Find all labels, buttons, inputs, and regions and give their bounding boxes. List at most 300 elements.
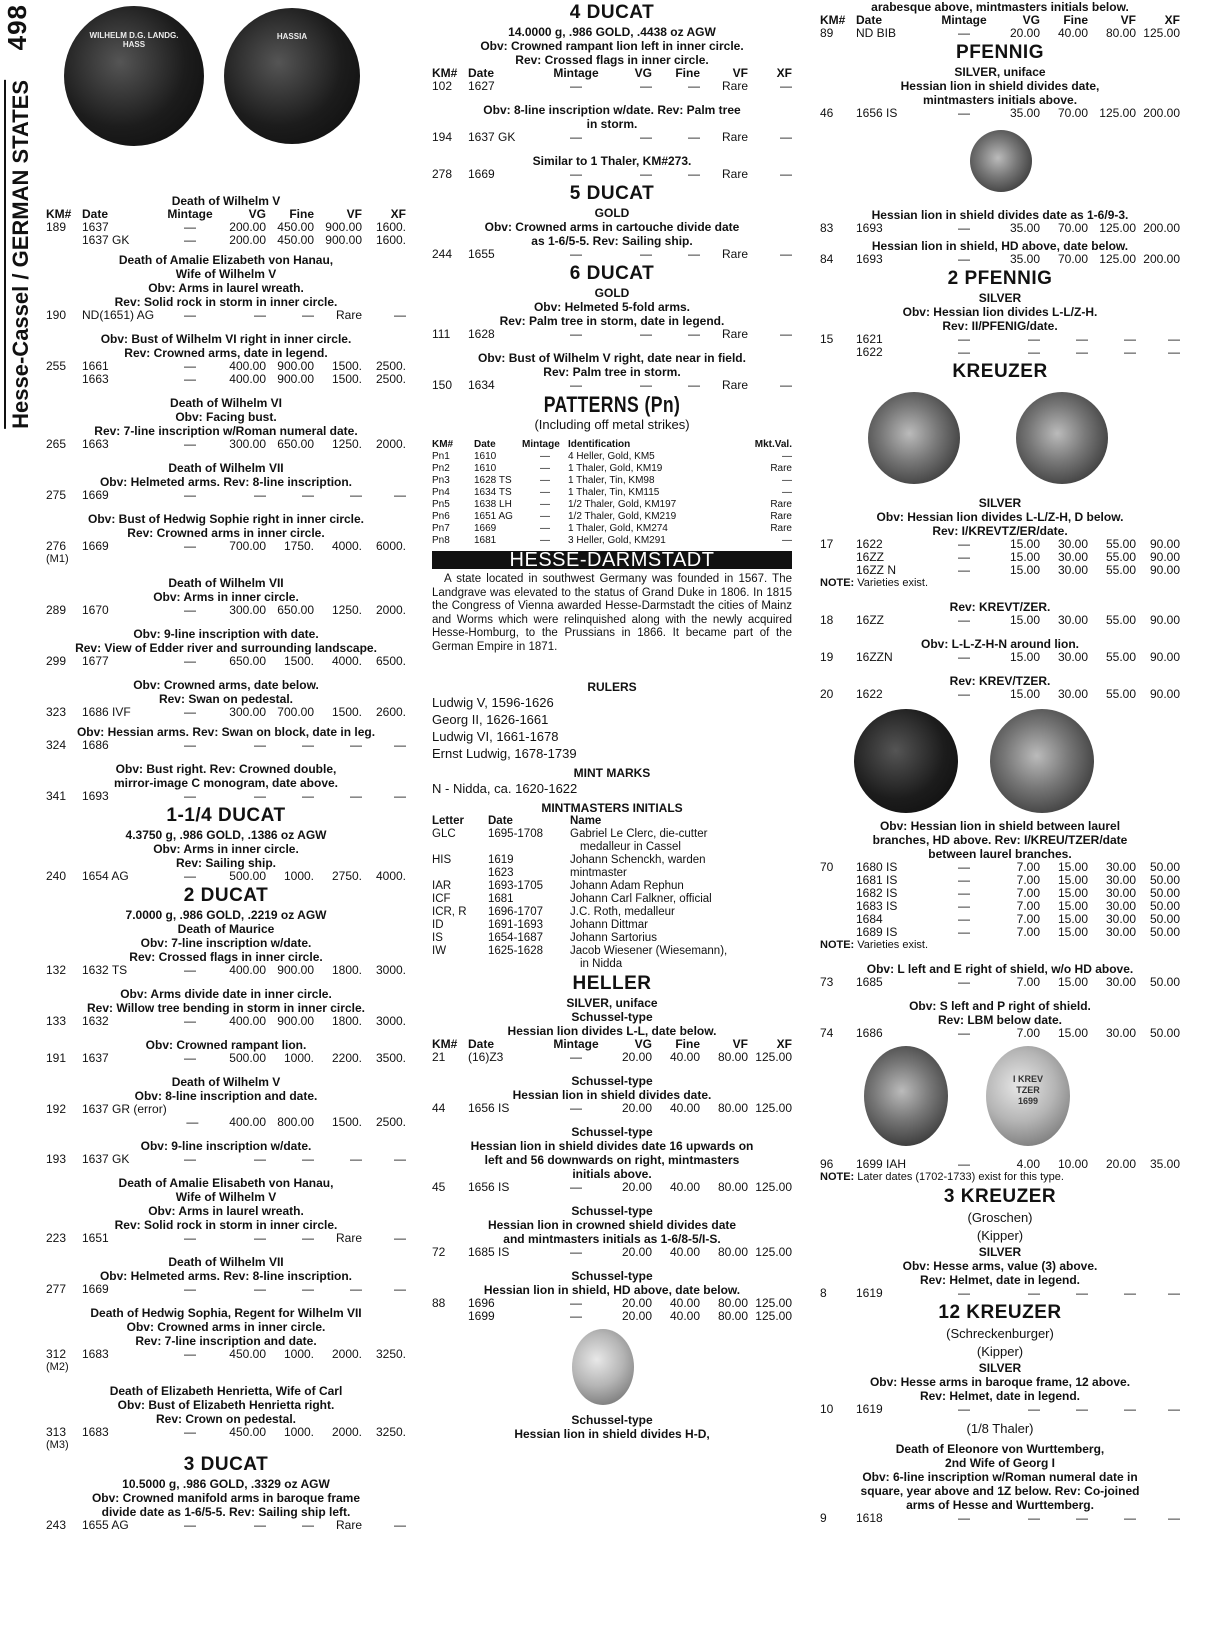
mintage: — — [958, 221, 970, 235]
column-header: KM# — [820, 13, 846, 27]
price-xf: 50.00 — [1149, 886, 1180, 900]
description-line: Rev: Crossed flags in inner circle. — [515, 53, 709, 67]
description-line: SILVER — [978, 1361, 1022, 1375]
km-number: 18 — [820, 613, 834, 627]
km-number: 324 — [46, 738, 67, 752]
date — [488, 958, 570, 971]
description-line: Death of Wilhelm VII — [168, 1255, 284, 1269]
mintage: — — [958, 106, 970, 120]
variety-marker: (M2) — [46, 1361, 69, 1373]
mintage: — — [184, 1282, 196, 1296]
name: Jacob Wiesener (Wiesemann), — [570, 945, 728, 957]
catalog-entry — [432, 206, 792, 261]
letter: GLC — [432, 828, 456, 840]
km-number: 299 — [46, 654, 67, 668]
price-fine: 70.00 — [1057, 221, 1088, 235]
price-vf: 80.00 — [1105, 26, 1136, 40]
mintage: — — [570, 1309, 582, 1323]
price-table — [46, 489, 406, 502]
km-number — [820, 926, 856, 939]
denomination-heading: PFENNIG — [956, 42, 1044, 63]
price-vg: 400.00 — [229, 1115, 266, 1129]
price-table — [46, 655, 406, 668]
price-fine: 30.00 — [1057, 650, 1088, 664]
date: 1689 IS — [856, 925, 898, 939]
price-vf: 55.00 — [1105, 537, 1136, 551]
price-xf: 6500. — [375, 654, 406, 668]
km-number: 240 — [46, 869, 67, 883]
price-table — [46, 870, 406, 883]
ruler-item: Ludwig V, 1596-1626 — [432, 695, 554, 710]
identification: 1/2 Thaler, Gold, KM197 — [568, 499, 677, 510]
price-fine: 70.00 — [1057, 106, 1088, 120]
km-number: 20 — [820, 687, 834, 701]
price-fine: — — [1076, 1286, 1088, 1300]
price-table — [46, 1283, 406, 1296]
page-number: 498 — [2, 4, 32, 51]
price-xf: 200.00 — [1143, 106, 1180, 120]
mintage: — — [540, 463, 550, 474]
price-xf: 125.00 — [755, 1180, 792, 1194]
price-xf: 200.00 — [1143, 252, 1180, 266]
km-number: 21 — [432, 1050, 446, 1064]
km-number: 243 — [46, 1518, 67, 1532]
ruler-item: Ernst Ludwig, 1678-1739 — [432, 746, 577, 761]
mintage: — — [570, 1245, 582, 1259]
entry-title: Death of Wilhelm V — [171, 194, 281, 208]
date: 1683 — [82, 1347, 109, 1361]
denomination-heading: KREUZER — [952, 361, 1048, 382]
price-vg: 20.00 — [621, 1101, 652, 1115]
description-line: Similar to 1 Thaler, KM#273. — [532, 154, 692, 168]
denomination-heading: 3 KREUZER — [943, 1186, 1057, 1207]
price-vg: — — [254, 738, 266, 752]
price-vg: — — [640, 79, 652, 93]
price-vf: Rare — [721, 247, 748, 261]
price-vg: 15.00 — [1009, 537, 1040, 551]
column-header: KM# — [432, 66, 458, 80]
table-row — [432, 487, 792, 499]
km-number: 46 — [820, 106, 834, 120]
column-header: Date — [468, 66, 495, 80]
price-vg: 500.00 — [229, 1051, 266, 1065]
mintage: — — [184, 233, 196, 247]
date: 1677 — [82, 654, 109, 668]
catalog-entry — [46, 576, 406, 617]
km-number — [820, 900, 856, 913]
column-header: Mintage — [553, 66, 599, 80]
description-line: Hessian lion in shield divides date as 1-6/9-3. — [871, 208, 1129, 222]
km-number: 190 — [46, 308, 67, 322]
table-row — [432, 328, 792, 341]
price-fine: 650.00 — [277, 437, 314, 451]
price-table — [820, 1403, 1180, 1416]
column-header: Date — [474, 439, 496, 450]
price-vf: 30.00 — [1105, 1026, 1136, 1040]
km-number — [820, 874, 856, 887]
km-number: 132 — [46, 963, 67, 977]
description-line: Obv: 8-line inscription w/date. Rev: Palm tree — [483, 103, 741, 117]
price-vf: — — [350, 1152, 362, 1166]
price-vf: — — [1124, 345, 1136, 359]
price-xf: — — [394, 1518, 406, 1532]
description-line: Rev: Helmet, date in legend. — [919, 1273, 1081, 1287]
date: 1669 — [474, 523, 497, 534]
price-xf: — — [394, 789, 406, 803]
coin-photos — [46, 0, 406, 170]
description-line: Death of Wilhelm VII — [168, 461, 284, 475]
price-vf: 4000. — [331, 539, 362, 553]
description-line: Obv: Arms in inner circle. — [153, 842, 299, 856]
price-fine: 15.00 — [1057, 975, 1088, 989]
description-line: Rev: Swan on pedestal. — [158, 692, 294, 706]
name: Gabriel Le Clerc, die-cutter — [570, 828, 708, 840]
description-line: Hessian lion in shield divides date, — [900, 79, 1100, 93]
catalog-entry — [46, 828, 406, 883]
price-vf: 1500. — [331, 359, 362, 373]
km-number: Pn1 — [432, 451, 450, 462]
description-line: Obv: Hesse arms in baroque frame, 12 above. — [869, 1375, 1131, 1389]
mintage: — — [570, 1180, 582, 1194]
price-vg: 15.00 — [1009, 650, 1040, 664]
description-line: Obv: Crowned arms, date below. — [133, 678, 319, 692]
table-row — [820, 1027, 1180, 1040]
price-vf: Rare — [721, 79, 748, 93]
catalog-entry — [820, 637, 1180, 664]
price-xf: 125.00 — [755, 1296, 792, 1310]
price-vf: 30.00 — [1105, 912, 1136, 926]
letter: HIS — [432, 854, 452, 866]
description-line: Schussel-type — [571, 1269, 653, 1283]
description-line: Schussel-type — [571, 1010, 653, 1024]
table-row — [46, 870, 406, 883]
variety-marker: (M3) — [46, 1439, 69, 1451]
date: 1654 AG — [82, 869, 129, 883]
km-number: 278 — [432, 167, 453, 181]
description-line: Death of Amalie Elisabeth von Hanau, — [118, 1176, 334, 1190]
price-table — [432, 131, 792, 144]
price-xf: — — [394, 1231, 406, 1245]
catalog-entry — [432, 1269, 792, 1323]
price-xf: 35.00 — [1149, 1157, 1180, 1171]
description-line: Schussel-type — [571, 1413, 653, 1427]
description-line: Rev: KREVT/ZER. — [949, 600, 1051, 614]
catalog-entry — [820, 674, 1180, 701]
letter: ICF — [432, 893, 451, 905]
catalog-entry — [46, 1176, 406, 1245]
date: ND(1651) AG — [82, 308, 155, 322]
description-line: Obv: Crowned arms in cartouche divide date — [484, 220, 740, 234]
price-vf: 30.00 — [1105, 860, 1136, 874]
price-vg: 7.00 — [1016, 912, 1040, 926]
price-xf: 125.00 — [1143, 26, 1180, 40]
price-table — [820, 1512, 1180, 1525]
variety-marker: (M1) — [46, 553, 69, 565]
km-number: 255 — [46, 359, 67, 373]
price-vf: Rare — [335, 308, 362, 322]
price-fine: 40.00 — [669, 1245, 700, 1259]
mintage: — — [184, 220, 196, 234]
description-line: Obv: Helmeted 5-fold arms. — [533, 300, 691, 314]
table-row — [46, 739, 406, 752]
date: 1663 — [82, 372, 109, 386]
description-line: SILVER, uniface — [954, 65, 1046, 79]
price-fine: 40.00 — [669, 1180, 700, 1194]
description-line: branches, HD above. Rev: I/KREU/TZER/date — [872, 833, 1128, 847]
price-vf: 80.00 — [717, 1245, 748, 1259]
mintage: — — [958, 537, 970, 551]
price-xf: 50.00 — [1149, 1026, 1180, 1040]
catalog-entry — [820, 239, 1180, 266]
price-xf: 3250. — [375, 1347, 406, 1361]
km-number: 341 — [46, 789, 67, 803]
price-fine: — — [302, 789, 314, 803]
column-header: VG — [634, 1037, 652, 1051]
mintage: — — [570, 79, 582, 93]
date: 1619 — [856, 1286, 883, 1300]
date: 1656 IS — [856, 106, 898, 120]
price-table — [820, 1158, 1180, 1171]
denomination-heading: 2 DUCAT — [183, 885, 269, 906]
date: 1622 — [856, 345, 883, 359]
price-xf: 1600. — [375, 233, 406, 247]
price-vg: — — [254, 1231, 266, 1245]
table-row — [46, 1426, 406, 1439]
price-fine: — — [302, 308, 314, 322]
description-line: Obv: Bust of Wilhelm V right, date near in field. — [478, 351, 746, 365]
table-row — [432, 1051, 792, 1064]
coin-image — [970, 130, 1032, 192]
price-table — [46, 1348, 406, 1361]
column-header: Name — [570, 815, 602, 827]
price-vf: 55.00 — [1105, 650, 1136, 664]
table-row — [820, 976, 1180, 989]
price-vg: 7.00 — [1016, 886, 1040, 900]
price-fine: 700.00 — [277, 705, 314, 719]
km-number — [820, 564, 856, 577]
km-number: Pn6 — [432, 511, 450, 522]
km-number — [820, 551, 856, 564]
description-line: 4.3750 g, .986 GOLD, .1386 oz AGW — [125, 828, 327, 842]
date: 1623 — [488, 867, 514, 879]
price-vf: 125.00 — [1099, 221, 1136, 235]
mintage: — — [186, 1115, 199, 1129]
catalog-entry — [820, 1361, 1180, 1416]
catalog-entry — [432, 25, 792, 93]
price-xf: 125.00 — [755, 1245, 792, 1259]
date: 1651 — [82, 1231, 109, 1245]
catalog-entry — [820, 14, 1180, 40]
price-vg: 15.00 — [1009, 550, 1040, 564]
description-line: mintmasters initials above. — [922, 93, 1078, 107]
column-header: VG — [248, 207, 266, 221]
price-vg: 15.00 — [1009, 563, 1040, 577]
price-table — [46, 1519, 406, 1532]
coin-reverse-image — [990, 709, 1094, 813]
mintage: — — [540, 475, 550, 486]
date: 1610 — [474, 463, 497, 474]
price-xf: 125.00 — [755, 1101, 792, 1115]
catalog-entry — [432, 351, 792, 392]
mintage: — — [958, 1286, 970, 1300]
price-table — [432, 328, 792, 341]
mintage: — — [570, 378, 582, 392]
table-row — [432, 919, 792, 932]
table-row — [432, 932, 792, 945]
price-vg: 35.00 — [1009, 252, 1040, 266]
table-row — [46, 706, 406, 719]
description-line: Obv: 9-line inscription with date. — [133, 627, 319, 641]
mintage: — — [184, 1518, 196, 1532]
date: 1681 — [474, 535, 497, 546]
table-row — [432, 945, 792, 958]
price-xf: 90.00 — [1149, 650, 1180, 664]
description-line: Death of Eleonore von Wurttemberg, — [895, 1442, 1105, 1456]
km-number — [820, 346, 856, 359]
price-vg: — — [640, 167, 652, 181]
price-xf: — — [780, 130, 792, 144]
price-vf: 4000. — [331, 654, 362, 668]
date: 1680 IS — [856, 860, 898, 874]
table-row — [820, 1158, 1180, 1171]
price-table — [820, 222, 1180, 235]
price-vf: — — [1124, 1511, 1136, 1525]
date: 1669 — [82, 488, 109, 502]
price-fine: 1500. — [283, 654, 314, 668]
price-fine: 40.00 — [669, 1309, 700, 1323]
price-xf: 3000. — [375, 1014, 406, 1028]
description-line: Rev: Sailing ship. — [175, 856, 277, 870]
price-fine: 30.00 — [1057, 550, 1088, 564]
description-line: Obv: Bust of Wilhelm VI right in inner circle. — [100, 332, 352, 346]
denomination-heading: 12 KREUZER — [938, 1302, 1062, 1323]
km-number: 17 — [820, 537, 834, 551]
table-row — [432, 880, 792, 893]
price-xf: 90.00 — [1149, 613, 1180, 627]
date: 16ZZ N — [856, 563, 897, 577]
price-vg: — — [254, 1518, 266, 1532]
price-xf: 3500. — [375, 1051, 406, 1065]
price-vf: 2000. — [331, 1425, 362, 1439]
description-line: mirror-image C monogram, date above. — [113, 776, 339, 790]
km-number: 73 — [820, 975, 834, 989]
km-number: 150 — [432, 378, 453, 392]
coin-photos — [820, 120, 1180, 200]
price-vf: Rare — [721, 327, 748, 341]
description-line: Schussel-type — [571, 1074, 653, 1088]
description-line: Obv: Hessian lion divides L-L/Z-H. — [902, 305, 1098, 319]
price-fine: 15.00 — [1057, 860, 1088, 874]
km-number: 15 — [820, 332, 834, 346]
table-row — [46, 964, 406, 977]
date: 16ZZ — [856, 550, 885, 564]
note-label: NOTE: — [820, 939, 855, 951]
date: 1685 — [856, 975, 883, 989]
date: 1632 TS — [82, 963, 128, 977]
mintage: — — [184, 1425, 196, 1439]
table-row — [46, 1232, 406, 1245]
column-header: VG — [1022, 13, 1040, 27]
section-title: Hesse-Cassel / GERMAN STATES — [4, 80, 34, 429]
mintage: — — [540, 535, 550, 546]
price-vf: 1500. — [331, 705, 362, 719]
mintage: — — [958, 1402, 970, 1416]
price-fine: — — [688, 130, 700, 144]
price-xf: — — [1168, 1511, 1180, 1525]
date: 1686 — [856, 1026, 883, 1040]
table-row — [432, 535, 792, 547]
coin-photos — [820, 1040, 1180, 1152]
price-fine: 900.00 — [277, 372, 314, 386]
date: 1684 — [856, 912, 883, 926]
price-table — [820, 253, 1180, 266]
description-line: Death of Elizabeth Henrietta, Wife of Carl — [109, 1384, 343, 1398]
date — [488, 841, 570, 854]
column-1 — [46, 0, 406, 1635]
denomination-subtitle: (Groschen) — [967, 1210, 1033, 1225]
price-fine: 1750. — [283, 539, 314, 553]
description-line: Rev: Crowned arms in inner circle. — [127, 526, 325, 540]
name: Johann Adam Rephun — [570, 880, 684, 892]
column-header: Mintage — [941, 13, 987, 27]
km-number: Pn5 — [432, 499, 450, 510]
catalog-entry — [46, 1306, 406, 1374]
price-vg: — — [1028, 345, 1040, 359]
catalog-entry — [46, 1139, 406, 1166]
mintage: — — [184, 963, 196, 977]
price-fine: — — [688, 327, 700, 341]
price-fine: 450.00 — [277, 233, 314, 247]
denomination-subtitle: (Kipper) — [976, 1344, 1024, 1359]
column-header: KM# — [432, 439, 454, 450]
price-vg: 15.00 — [1009, 687, 1040, 701]
catalog-entry — [46, 1255, 406, 1296]
description-line: 10.5000 g, .986 GOLD, .3329 oz AGW — [122, 1477, 330, 1491]
date: 1655 AG — [82, 1518, 129, 1532]
price-fine: — — [1076, 1402, 1088, 1416]
description-line: Obv: Hessian lion divides L-L/Z-H, D below. — [876, 510, 1124, 524]
catalog-entry — [46, 1038, 406, 1065]
price-vg: 7.00 — [1016, 975, 1040, 989]
date: 1686 IVF — [82, 705, 131, 719]
description-line: Schussel-type — [571, 1204, 653, 1218]
catalog-entry — [432, 996, 792, 1064]
date: 1699 — [468, 1309, 495, 1323]
mintage: — — [958, 252, 970, 266]
mintage: — — [570, 327, 582, 341]
description-line: Rev: Palm tree in storm, date in legend. — [499, 314, 725, 328]
column-header: Mkt.Val. — [754, 439, 792, 450]
price-vf: — — [350, 738, 362, 752]
price-vf: 30.00 — [1105, 886, 1136, 900]
price-table — [820, 1027, 1180, 1040]
description-line: Rev: 7-line inscription and date. — [135, 1334, 317, 1348]
price-fine: 30.00 — [1057, 687, 1088, 701]
column-header: Mintage — [522, 439, 560, 450]
letter: ICR, R — [432, 906, 467, 918]
price-vg: 450.00 — [229, 1347, 266, 1361]
column-header: VF — [346, 207, 362, 221]
price-vf: — — [1124, 1286, 1136, 1300]
catalog-entry — [46, 332, 406, 386]
price-xf: — — [394, 1152, 406, 1166]
price-fine: 70.00 — [1057, 252, 1088, 266]
price-xf: — — [780, 79, 792, 93]
km-number: 45 — [432, 1180, 446, 1194]
price-vf: 55.00 — [1105, 613, 1136, 627]
note-label: NOTE: — [820, 1171, 855, 1183]
price-fine: 40.00 — [669, 1101, 700, 1115]
